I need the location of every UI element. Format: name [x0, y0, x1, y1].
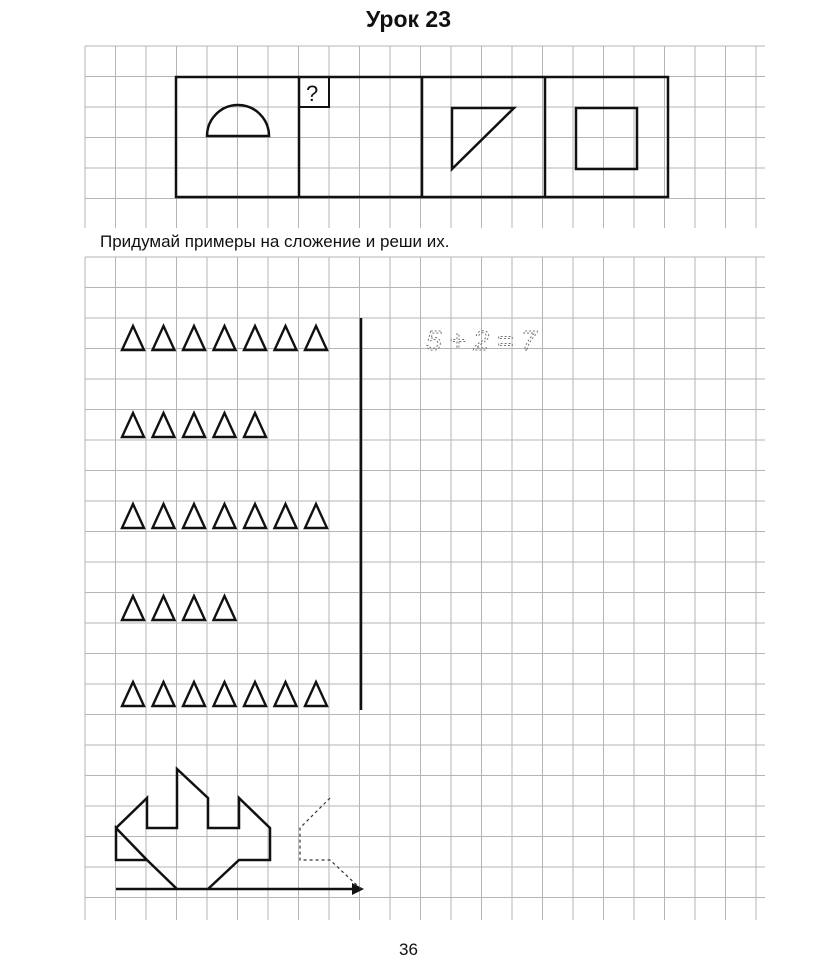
triangle-mark [122, 596, 144, 620]
triangle-mark [122, 326, 144, 350]
triangle-mark [183, 326, 205, 350]
triangle-mark [214, 413, 236, 437]
triangle-mark [183, 413, 205, 437]
triangle-mark [153, 326, 175, 350]
sample-example: 5 + 2 = 7 [426, 325, 537, 356]
page-number: 36 [399, 940, 418, 959]
bottom-grid [85, 257, 765, 920]
task-instruction: Придумай примеры на сложение и реши их. [100, 232, 450, 251]
triangle-mark [244, 326, 266, 350]
top-grid [85, 46, 765, 228]
triangle-mark [275, 326, 297, 350]
triangle-mark [122, 682, 144, 706]
triangle-rows [122, 326, 327, 706]
triangle-mark [305, 682, 327, 706]
triangle-mark [183, 596, 205, 620]
triangle-mark [214, 596, 236, 620]
triangle-mark [183, 682, 205, 706]
triangle-mark [183, 504, 205, 528]
triangle-mark [153, 413, 175, 437]
triangle-mark [244, 413, 266, 437]
triangle-mark [275, 682, 297, 706]
triangle-mark [122, 413, 144, 437]
triangle-mark [244, 504, 266, 528]
triangle-mark [275, 504, 297, 528]
triangle-mark [122, 504, 144, 528]
triangle-mark [214, 504, 236, 528]
triangle-mark [214, 682, 236, 706]
triangle-mark [305, 504, 327, 528]
question-mark: ? [306, 81, 319, 106]
square-figure [576, 108, 637, 169]
triangle-figure [452, 108, 514, 169]
triangle-mark [305, 326, 327, 350]
triangle-mark [153, 504, 175, 528]
triangle-mark [153, 596, 175, 620]
page-title: Урок 23 [365, 6, 451, 32]
triangle-mark [214, 326, 236, 350]
triangle-mark [244, 682, 266, 706]
triangle-mark [153, 682, 175, 706]
graphic-dictation-figure [116, 769, 364, 895]
